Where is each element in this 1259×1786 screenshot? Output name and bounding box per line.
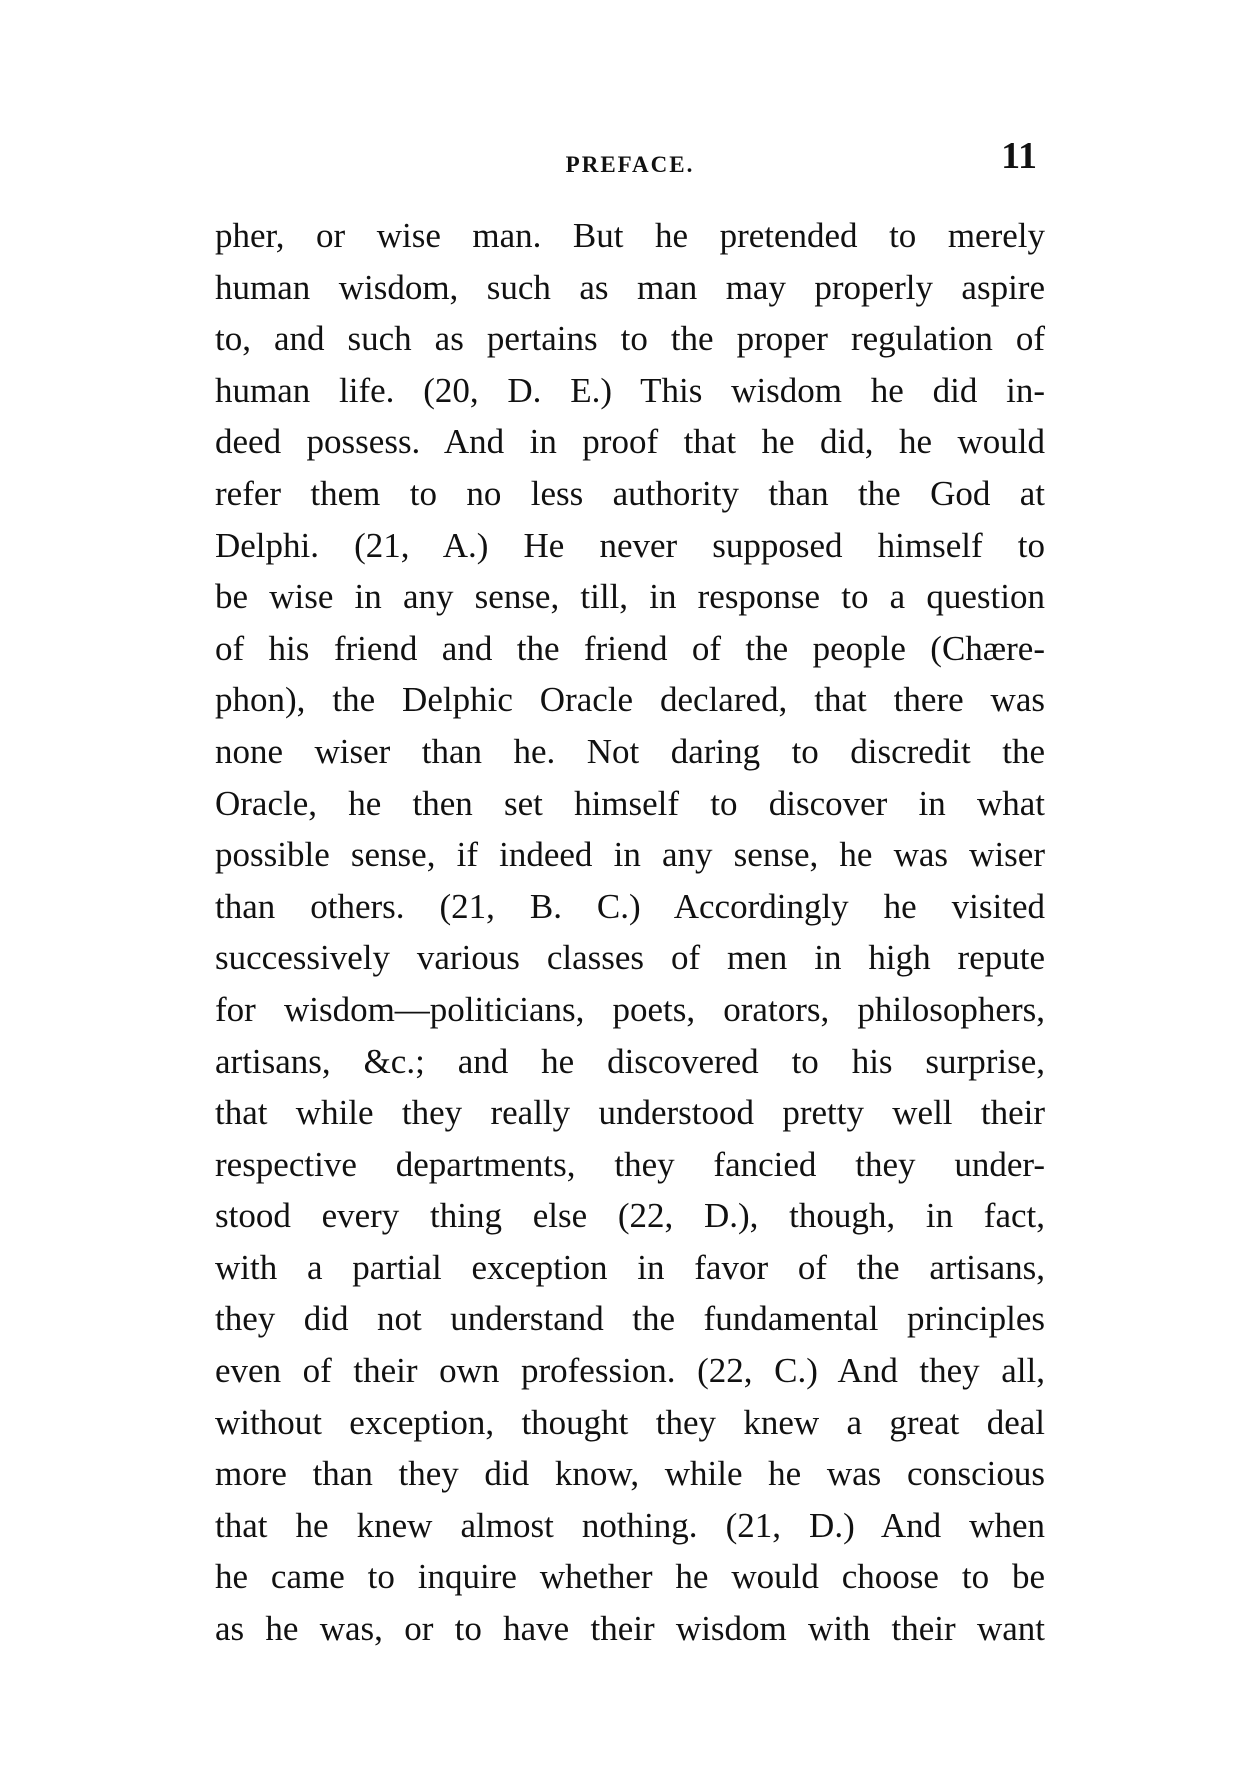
text-line: refer them to no less authority than the God at [215, 473, 1045, 513]
text-line: for wisdom—politicians, poets, orators, philosophers, [215, 989, 1045, 1029]
text-line: deed possess. And in proof that he did, he would [215, 422, 1045, 462]
text-line: artisans, &c.; and he discovered to his surprise, [215, 1041, 1045, 1081]
running-title: PREFACE. [565, 152, 695, 177]
text-line: that while they really understood pretty well their [215, 1093, 1045, 1133]
text-line: phon), the Delphic Oracle declared, that there was [215, 680, 1045, 720]
text-line: that he knew almost nothing. (21, D.) And when [215, 1505, 1045, 1545]
text-line: possible sense, if indeed in any sense, he was wiser [215, 835, 1045, 875]
text-line: Oracle, he then set himself to discover in what [215, 783, 1045, 823]
text-line: without exception, thought they knew a great deal [215, 1402, 1045, 1442]
text-line: he came to inquire whether he would choose to be [215, 1557, 1045, 1597]
text-line: human wisdom, such as man may properly aspire [215, 267, 1045, 307]
text-line: be wise in any sense, till, in response to a question [215, 577, 1045, 617]
text-line: as he was, or to have their wisdom with their want [215, 1609, 1045, 1649]
text-line: of his friend and the friend of the people (Chære- [215, 628, 1045, 668]
text-line: stood every thing else (22, D.), though, in fact, [215, 1196, 1045, 1236]
text-line: they did not understand the fundamental principles [215, 1299, 1045, 1339]
running-head [215, 130, 1045, 190]
text-line: Delphi. (21, A.) He never supposed himself to [215, 525, 1045, 565]
text-line: to, and such as pertains to the proper regulation of [215, 319, 1045, 359]
page-number: 11 [1001, 135, 1037, 177]
body-text [215, 210, 1045, 1655]
text-line: with a partial exception in favor of the artisans, [215, 1247, 1045, 1287]
text-line: none wiser than he. Not daring to discredit the [215, 731, 1045, 771]
text-line: human life. (20, D. E.) This wisdom he did in- [215, 370, 1045, 410]
text-line: more than they did know, while he was conscious [215, 1454, 1045, 1494]
text-line: than others. (21, B. C.) Accordingly he visited [215, 886, 1045, 926]
text-line: successively various classes of men in high repute [215, 938, 1045, 978]
text-line: even of their own profession. (22, C.) And they all, [215, 1351, 1045, 1391]
text-line: pher, or wise man. But he pretended to merely [215, 216, 1045, 255]
text-line: respective departments, they fancied they under- [215, 1144, 1045, 1184]
